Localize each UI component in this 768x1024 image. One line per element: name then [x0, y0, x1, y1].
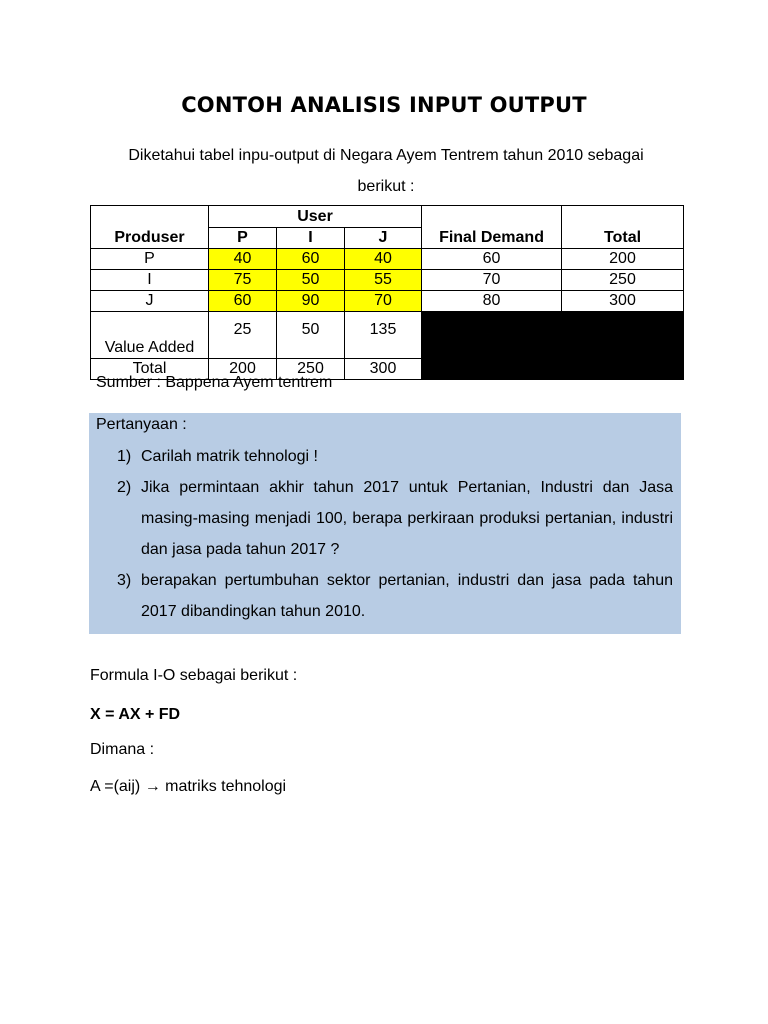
input-output-table	[90, 205, 684, 380]
blank-black-block	[422, 312, 684, 380]
questions-box	[89, 413, 681, 634]
cell-p: 60	[209, 291, 277, 312]
cell-final-demand: 80	[422, 291, 562, 312]
cell-p: 40	[209, 249, 277, 270]
table-row	[91, 270, 684, 291]
header-total: Total	[562, 206, 684, 249]
cell-i: 60	[277, 249, 345, 270]
dimana-label: Dimana :	[90, 741, 155, 758]
question-number: 2)	[117, 479, 132, 496]
cell-final-demand: 70	[422, 270, 562, 291]
questions-title: Pertanyaan :	[96, 416, 187, 433]
cell-i: 50	[277, 270, 345, 291]
value-added-label: Value Added	[91, 312, 209, 359]
question-number: 1)	[117, 448, 132, 465]
header-produser: Produser	[91, 206, 209, 249]
row-label: I	[91, 270, 209, 291]
question-text: berapakan pertumbuhan sektor pertanian, industri dan jasa pada tahun 2017 dibandingkan tahun 2010.	[141, 572, 673, 620]
table-row	[91, 249, 684, 270]
header-j: J	[345, 228, 422, 249]
total-i: 250	[277, 359, 345, 380]
list-item	[117, 441, 673, 472]
table-row	[91, 291, 684, 312]
header-p: P	[209, 228, 277, 249]
header-user: User	[209, 206, 422, 228]
formula-equation: X = AX + FD	[90, 706, 181, 723]
question-text: Carilah matrik tehnologi !	[141, 448, 318, 465]
total-j: 300	[345, 359, 422, 380]
cell-total: 300	[562, 291, 684, 312]
cell-i: 90	[277, 291, 345, 312]
table-source: Sumber : Bappena Ayem tentrem	[96, 374, 333, 391]
question-number: 3)	[117, 572, 132, 589]
cell-j: 55	[345, 270, 422, 291]
value-added-row	[91, 312, 684, 359]
value-added-i: 50	[277, 312, 345, 359]
total-p: 200	[209, 359, 277, 380]
intro-line-2: berikut :	[357, 178, 415, 195]
list-item	[117, 565, 673, 627]
cell-j: 70	[345, 291, 422, 312]
header-i: I	[277, 228, 345, 249]
formula-intro: Formula I-O sebagai berikut :	[90, 667, 298, 684]
row-label: J	[91, 291, 209, 312]
questions-list	[117, 441, 673, 627]
cell-total: 250	[562, 270, 684, 291]
value-added-j: 135	[345, 312, 422, 359]
row-label: P	[91, 249, 209, 270]
cell-total: 200	[562, 249, 684, 270]
page-title: CONTOH ANALISIS INPUT OUTPUT	[181, 93, 587, 117]
definition-line: A =(aij) → matriks tehnologi	[90, 778, 287, 795]
intro-line-1: Diketahui tabel inpu-output di Negara Ayem Tentrem tahun 2010 sebagai	[128, 147, 644, 164]
cell-j: 40	[345, 249, 422, 270]
question-text: Jika permintaan akhir tahun 2017 untuk Pertanian, Industri dan Jasa masing-masing menjadi 100, berapa perkiraan produksi pertanian, industri dan jasa pada tahun 2017 ?	[141, 479, 673, 558]
cell-final-demand: 60	[422, 249, 562, 270]
value-added-p: 25	[209, 312, 277, 359]
total-label: Total	[91, 359, 209, 380]
cell-p: 75	[209, 270, 277, 291]
list-item	[117, 472, 673, 565]
intro-paragraph	[90, 140, 682, 202]
header-final-demand: Final Demand	[422, 206, 562, 249]
